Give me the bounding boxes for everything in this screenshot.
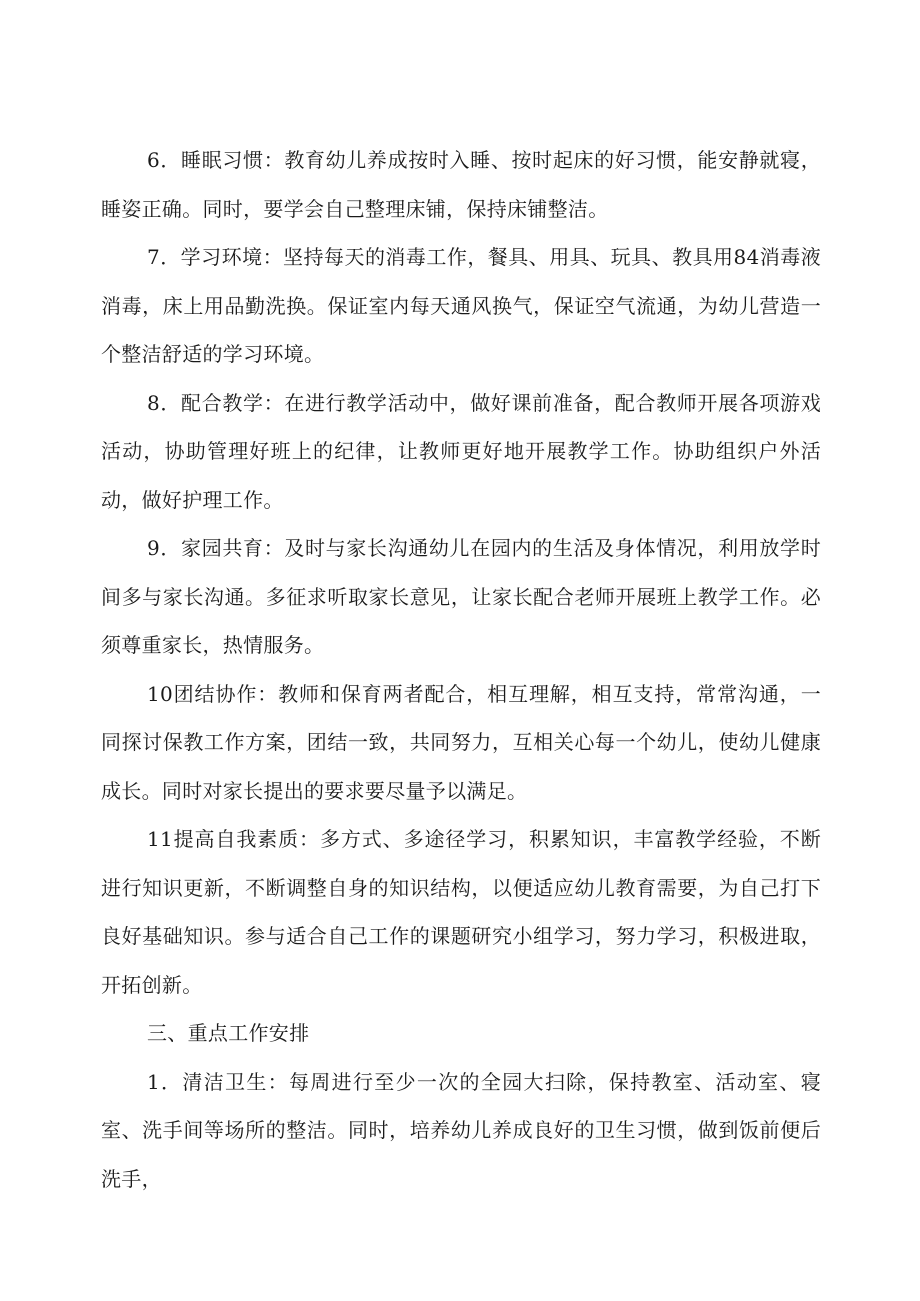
- paragraph-teaching-cooperation: 8．配合教学：在进行教学活动中，做好课前准备，配合教师开展各项游戏活动，协助管理好班上的纪律，让教师更好地开展教学工作。协助组织户外活动，做好护理工作。: [101, 390, 821, 512]
- paragraph-sleep-habits: 6．睡眠习惯：教育幼儿养成按时入睡、按时起床的好习惯，能安静就寝，睡姿正确。同时，要学会自己整理床铺，保持床铺整洁。: [101, 148, 821, 221]
- document-body: [101, 136, 821, 1203]
- paragraph-home-school-education: 9．家园共育：及时与家长沟通幼儿在园内的生活及身体情况，利用放学时间多与家长沟通。多征求听取家长意见，让家长配合老师开展班上教学工作。必须尊重家长，热情服务。: [101, 536, 821, 657]
- paragraph-learning-environment: 7．学习环境：坚持每天的消毒工作，餐具、用具、玩具、教具用84消毒液消毒，床上用品勤洗换。保证室内每天通风换气，保证空气流通，为幼儿营造一个整洁舒适的学习环境。: [101, 245, 821, 366]
- paragraph-teamwork: 10团结协作：教师和保育两者配合，相互理解，相互支持，常常沟通，一同探讨保教工作方案，团结一致，共同努力，互相关心每一个幼儿，使幼儿健康成长。同时对家长提出的要求要尽量予以满足。: [101, 681, 821, 803]
- paragraph-cleaning-hygiene: 1．清洁卫生：每周进行至少一次的全园大扫除，保持教室、活动室、寝室、洗手间等场所的整洁。同时，培养幼儿养成良好的卫生习惯，做到饭前便后洗手，: [101, 1069, 821, 1191]
- paragraph-self-improvement: 11提高自我素质：多方式、多途径学习，积累知识，丰富教学经验，不断进行知识更新，不断调整自身的知识结构，以便适应幼儿教育需要，为自己打下良好基础知识。参与适合自己工作的课题研究小组学习，努力学习，积极进取，开拓创新。: [101, 827, 821, 997]
- section-heading: 三、重点工作安排: [147, 1021, 310, 1045]
